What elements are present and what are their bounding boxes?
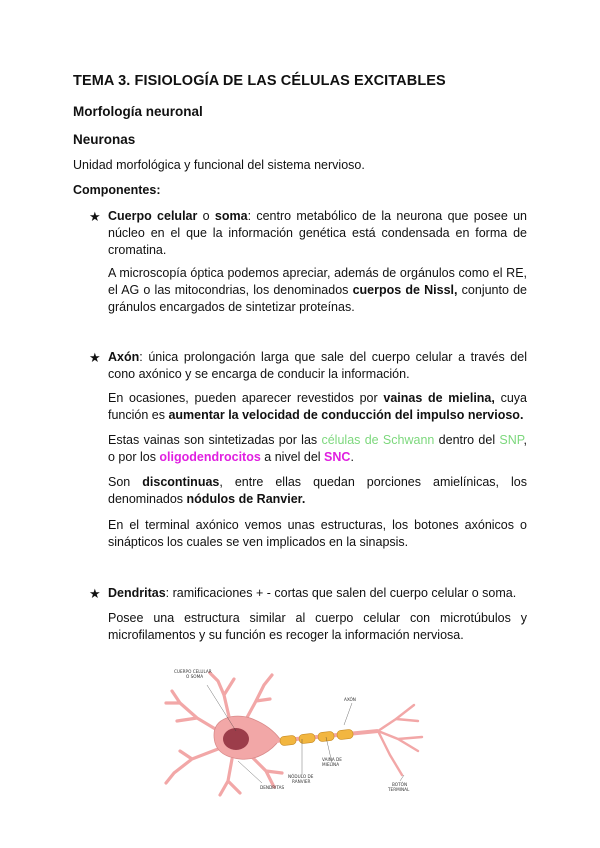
dendrites-term: Dendritas [108,586,166,600]
axon-terminal-branches [378,705,422,775]
axon-p2-c: cuya función es [108,391,527,422]
ranvier-term: nódulos de Ranvier. [186,492,306,506]
axon-p3-a: Estas vainas son sintetizadas por las [108,433,322,447]
schwann-term: células de Schwann [321,433,435,447]
discontinuous-term: discontinuas [142,475,220,489]
axon-p3-c: , o por los [108,433,527,464]
ranvier-paragraph [108,474,527,508]
schwann-paragraph [108,432,527,466]
axon-p4-c: , entre ellas quedan porciones amielínicas, los denominados [108,475,527,506]
dendrites-definition: : ramificaciones + - cortas que salen del cuerpo celular o soma. [165,586,517,600]
speed-phrase: aumentar la velocidad de conducción del impulso nervioso. [168,408,524,422]
intro-text: Unidad morfológica y funcional del sistema nervioso. [73,158,365,172]
axon-term: Axón [108,350,140,364]
label-axon: AXÓN [344,697,356,702]
nucleus [223,728,249,750]
subsection-heading: Neuronas [73,132,136,147]
soma-nissl-paragraph [108,265,527,316]
label-cell-body: CUERPO CELULAR O SOMA [174,669,212,679]
axon-p4-a: Son [108,475,143,489]
soma-paragraph [108,208,527,259]
dendrites-structure-paragraph: Posee una estructura similar al cuerpo celular con microtúbulos y microfilamentos y su función es recoger la información nerviosa. [108,611,527,642]
star-bullet-icon: ★ [89,350,101,365]
soma-definition: : centro metabólico de la neurona que posee un núcleo en el que la información genética está condensada en forma de cromatina. [108,209,527,257]
snp-term: SNP [499,433,524,447]
neuron-diagram [152,663,436,805]
label-myelin-sheath: VAINA DE MIELINA [322,757,342,767]
label-ranvier-node: NÓDULO DE RANVIER [288,774,314,784]
star-bullet-icon: ★ [89,586,101,601]
myelin-term: vainas de mielina, [383,391,495,405]
soma-p2-c: conjunto de gránulos encargados de sintetizar proteínas. [108,283,528,314]
section-heading: Morfología neuronal [73,104,203,119]
axon-definition: : única prolongación larga que sale del cuerpo celular a través del cono axónico y se encarga de conducir la información. [108,350,527,381]
terminal-paragraph: En el terminal axónico vemos unas estructuras, los botones axónicos o sinápticos los cuales se ven implicados en la sinapsis. [108,518,527,549]
axon-p3-e: . [350,450,354,464]
page-title: TEMA 3. FISIOLOGÍA DE LAS CÉLULAS EXCITABLES [73,73,446,89]
axon-p3-d: a nivel del [260,450,325,464]
soma-p2-a: A microscopía óptica podemos apreciar, además de orgánulos como el RE, el AG o las mitocondrias, los denominados [108,266,527,297]
label-terminal-button: BOTÓN TERMINAL [388,782,410,792]
axon-p3-b: dentro del [434,433,500,447]
label-dendrites: DENDRITAS [260,785,285,790]
snc-term: SNC [324,450,351,464]
soma-conj: o [197,209,215,223]
nissl-term: cuerpos de Nissl, [352,283,458,297]
dendrites-paragraph [108,585,527,602]
components-heading: Componentes: [73,183,161,197]
axon-paragraph [108,349,527,383]
myelin-paragraph [108,390,527,424]
axon-p2-a: En ocasiones, pueden aparecer revestidos por [108,391,384,405]
soma-term-2: soma [214,209,248,223]
oligodendrocyte-term: oligodendrocitos [159,450,261,464]
soma-term: Cuerpo celular [108,209,198,223]
star-bullet-icon: ★ [89,209,101,224]
